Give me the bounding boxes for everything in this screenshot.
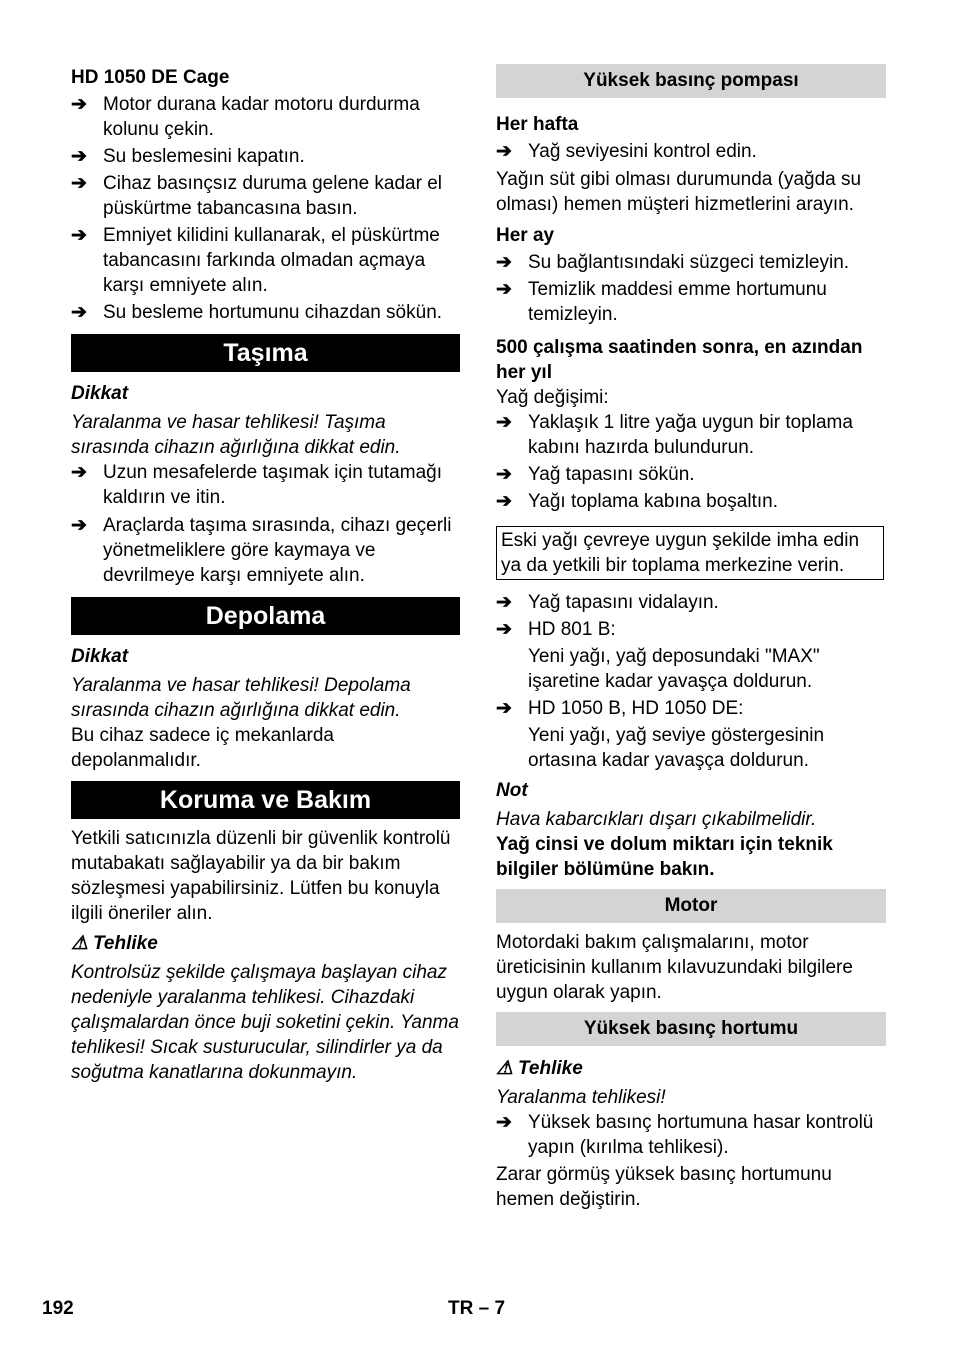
caution-label: Dikkat <box>71 646 129 667</box>
section-title-pompa: Yüksek basınç pompası <box>496 64 886 98</box>
section-title-motor: Motor <box>496 889 886 923</box>
right-column <box>496 62 886 1212</box>
hose-replace-text: Zarar görmüş yüksek basınç hortumunu hemen değiştirin. <box>496 1164 832 1210</box>
list-item: ➔ Motor durana kadar motoru durdurma kolunu çekin. <box>71 94 420 140</box>
list-item: ➔ Yüksek basınç hortumuna hasar kontrolü yapın (kırılma tehlikesi). <box>496 1112 874 1158</box>
weekly-text: Yağın süt gibi olması durumunda (yağda su olması) hemen müşteri hizmetlerini arayın. <box>496 169 862 215</box>
danger-label: ⚠ Tehlike <box>496 1058 583 1079</box>
list-item: ➔ Temizlik maddesi emme hortumunu temizleyin. <box>496 279 827 325</box>
section-title-tasima: Taşıma <box>71 334 460 372</box>
list-item: ➔ Yağ tapasını vidalayın. <box>496 592 719 613</box>
list-item: ➔ Cihaz basınçsız duruma gelene kadar el püskürtme tabancasına basın. <box>71 173 443 219</box>
list-item: ➔ Yaklaşık 1 litre yağa uygun bir toplama kabını hazırda bulundurun. <box>496 412 853 458</box>
footer-section <box>448 1298 505 1320</box>
arrow-right-icon: ➔ <box>71 173 87 194</box>
danger-text: Kontrolsüz şekilde çalışmaya başlayan cihaz nedeniyle yaralanma tehlikesi. Cihazdaki çalışmalardan önce buji soketini çekin. Yanma tehlikesi! Sıcak susturucular, silindirler ya da soğutma kanatlarına dokunmayın. <box>71 962 459 1083</box>
danger-label: ⚠ Tehlike <box>71 933 158 954</box>
subheading-her-ay: Her ay <box>496 225 555 246</box>
storage-text: Bu cihaz sadece iç mekanlarda depolanmalıdır. <box>71 725 334 771</box>
arrow-right-icon: ➔ <box>496 619 512 640</box>
list-item: ➔ Araçlarda taşıma sırasında, cihazı geçerli yönetmeliklere göre kaymaya ve devrilmeye karşı emniyete alın. <box>71 515 452 586</box>
arrow-right-icon: ➔ <box>71 225 87 246</box>
danger-text: Yaralanma tehlikesi! <box>496 1087 666 1108</box>
arrow-right-icon: ➔ <box>71 462 87 483</box>
list-item: ➔ Yağı toplama kabına boşaltın. <box>496 491 778 512</box>
arrow-right-icon: ➔ <box>496 464 512 485</box>
arrow-right-icon: ➔ <box>496 141 512 162</box>
arrow-right-icon: ➔ <box>496 698 512 719</box>
arrow-right-icon: ➔ <box>496 1112 512 1133</box>
footer-language: TR <box>448 1298 474 1319</box>
note-text: Hava kabarcıkları dışarı çıkabilmelidir. <box>496 809 817 830</box>
warning-triangle-icon: ⚠ <box>496 1058 514 1079</box>
arrow-right-icon: ➔ <box>71 146 87 167</box>
arrow-right-icon: ➔ <box>496 491 512 512</box>
arrow-right-icon: ➔ <box>496 252 512 273</box>
list-item: ➔ Su besleme hortumunu cihazdan sökün. <box>71 302 443 323</box>
list-item: ➔ HD 801 B: <box>496 619 616 640</box>
arrow-right-icon: ➔ <box>71 515 87 536</box>
cage-heading: HD 1050 DE Cage <box>71 67 230 88</box>
list-item: ➔ Yağ seviyesini kontrol edin. <box>496 141 757 162</box>
subheading-her-hafta: Her hafta <box>496 114 579 135</box>
arrow-right-icon: ➔ <box>71 94 87 115</box>
section-title-hortum: Yüksek basınç hortumu <box>496 1012 886 1046</box>
hd801-text: Yeni yağı, yağ deposundaki "MAX" işaretine kadar yavaşça doldurun. <box>528 646 820 692</box>
list-item: ➔ Emniyet kilidini kullanarak, el püskürtme tabancasını farkında olmadan açmaya karşı emniyete alın. <box>71 225 440 296</box>
caution-text: Yaralanma ve hasar tehlikesi! Depolama sırasında cihazın ağırlığına dikkat edin. <box>71 675 411 721</box>
list-item: ➔ Su beslemesini kapatın. <box>71 146 305 167</box>
arrow-right-icon: ➔ <box>71 302 87 323</box>
oil-change-label: Yağ değişimi: <box>496 387 609 408</box>
list-item: ➔ HD 1050 B, HD 1050 DE: <box>496 698 744 719</box>
left-column <box>71 62 460 1085</box>
arrow-right-icon: ➔ <box>496 412 512 433</box>
arrow-right-icon: ➔ <box>496 592 512 613</box>
disposal-note-box: Eski yağı çevreye uygun şekilde imha edin ya da yetkili bir toplama merkezine verin. <box>496 526 884 580</box>
cage-steps-list <box>71 92 460 325</box>
note-bold-text: Yağ cinsi ve dolum miktarı için teknik bilgiler bölümüne bakın. <box>496 834 833 880</box>
motor-text: Motordaki bakım çalışmalarını, motor üreticisinin kullanım kılavuzundaki bilgilere uygun olarak yapın. <box>496 932 853 1003</box>
page-number: 192 <box>42 1298 74 1319</box>
maintenance-text: Yetkili satıcınızla düzenli bir güvenlik kontrolü mutabakatı sağlayabilir ya da bir bakım sözleşmesi yapabilirsiniz. Lütfen bu konuyla ilgili öneriler alın. <box>71 828 451 924</box>
hd1050-text: Yeni yağı, yağ seviye göstergesinin ortasına kadar yavaşça doldurun. <box>528 725 825 771</box>
list-item: ➔ Su bağlantısındaki süzgeci temizleyin. <box>496 252 850 273</box>
section-title-depolama: Depolama <box>71 597 460 635</box>
list-item: ➔ Yağ tapasını sökün. <box>496 464 695 485</box>
caution-label: Dikkat <box>71 383 129 404</box>
note-label: Not <box>496 780 528 801</box>
subheading-500-saat: 500 çalışma saatinden sonra, en azından her yıl <box>496 337 863 383</box>
caution-text: Yaralanma ve hasar tehlikesi! Taşıma sırasında cihazın ağırlığına dikkat edin. <box>71 412 401 458</box>
arrow-right-icon: ➔ <box>496 279 512 300</box>
footer-section-page: – 7 <box>478 1298 506 1319</box>
warning-triangle-icon: ⚠ <box>71 933 89 954</box>
section-title-koruma: Koruma ve Bakım <box>71 781 460 819</box>
list-item: ➔ Uzun mesafelerde taşımak için tutamağı kaldırın ve itin. <box>71 462 442 508</box>
